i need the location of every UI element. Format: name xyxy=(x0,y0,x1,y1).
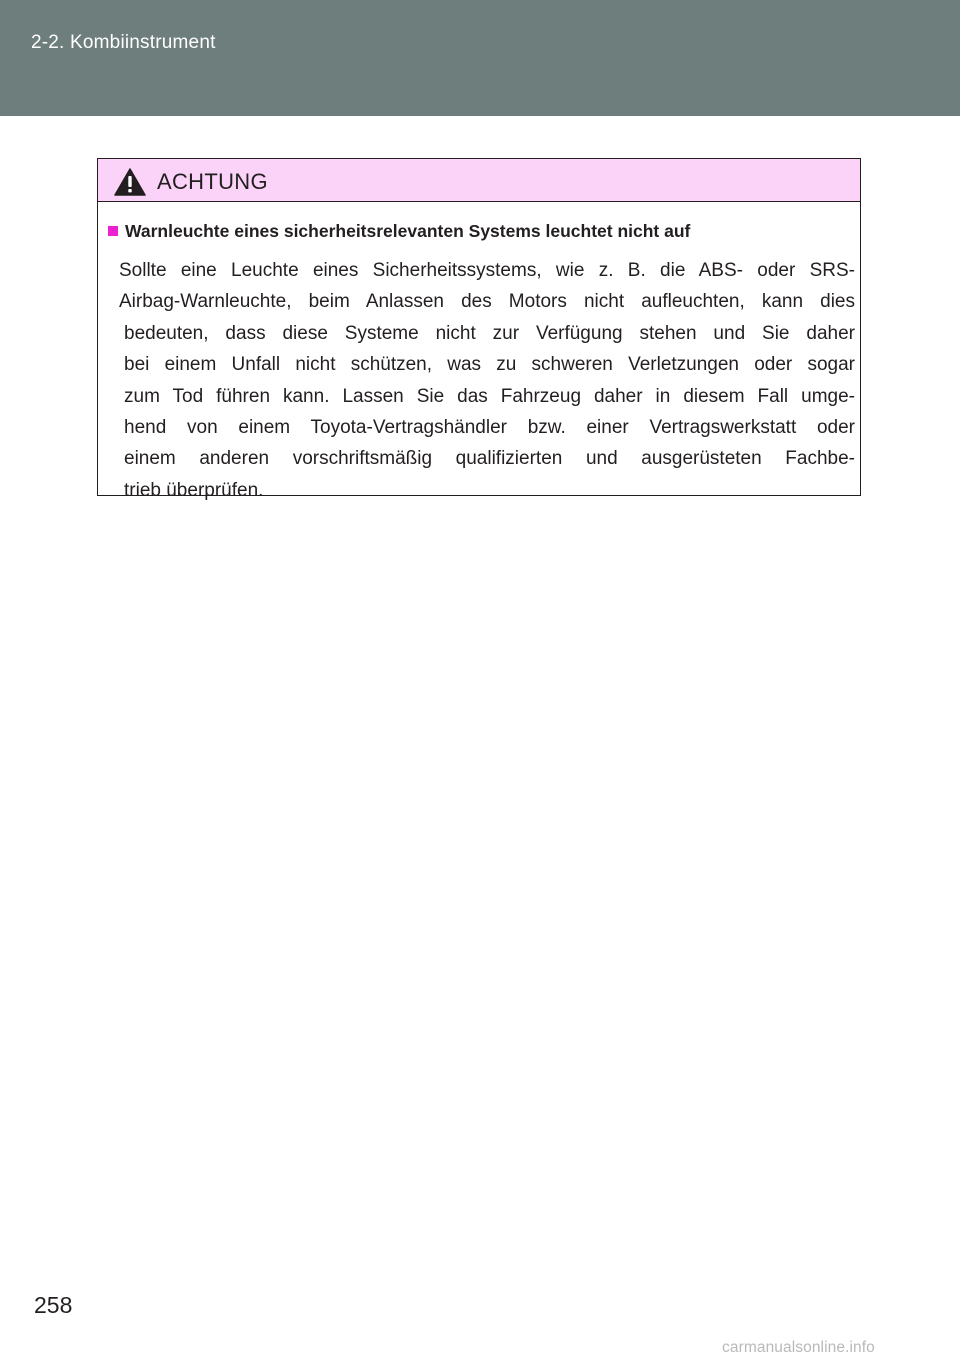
warning-body-line: einem anderen vorschriftsmäßig qualifizierten und ausgerüsteten Fachbe- xyxy=(124,448,855,470)
warning-body-line: bei einem Unfall nicht schützen, was zu schweren Verletzungen oder sogar xyxy=(124,354,855,376)
header-bar xyxy=(0,0,960,116)
section-title: 2-2. Kombiinstrument xyxy=(31,32,216,53)
warning-body-line: bedeuten, dass diese Systeme nicht zur Verfügung stehen und Sie daher xyxy=(124,322,855,344)
warning-box xyxy=(97,158,861,501)
warning-body-line: trieb überprüfen. xyxy=(124,479,264,501)
warning-body-line: Airbag-Warnleuchte, beim Anlassen des Motors nicht aufleuchten, kann dies xyxy=(119,291,855,313)
warning-triangle-icon xyxy=(114,168,146,196)
warning-body-line: hend von einem Toyota-Vertragshändler bzw. einer Vertragswerkstatt oder xyxy=(124,417,855,439)
warning-header xyxy=(98,159,860,202)
page-number: 258 xyxy=(34,1292,73,1318)
warning-title: ACHTUNG xyxy=(157,169,268,194)
warning-subheading: Warnleuchte eines sicherheitsrelevanten Systems leuchtet nicht auf xyxy=(125,221,691,241)
warning-body-line: Sollte eine Leuchte eines Sicherheitssystems, wie z. B. die ABS- oder SRS- xyxy=(119,260,855,281)
warning-body-line: zum Tod führen kann. Lassen Sie das Fahrzeug daher in diesem Fall umge- xyxy=(124,385,855,407)
warning-body xyxy=(119,255,855,506)
watermark: carmanualsonline.info xyxy=(722,1339,875,1356)
bullet-square-icon xyxy=(108,226,118,236)
